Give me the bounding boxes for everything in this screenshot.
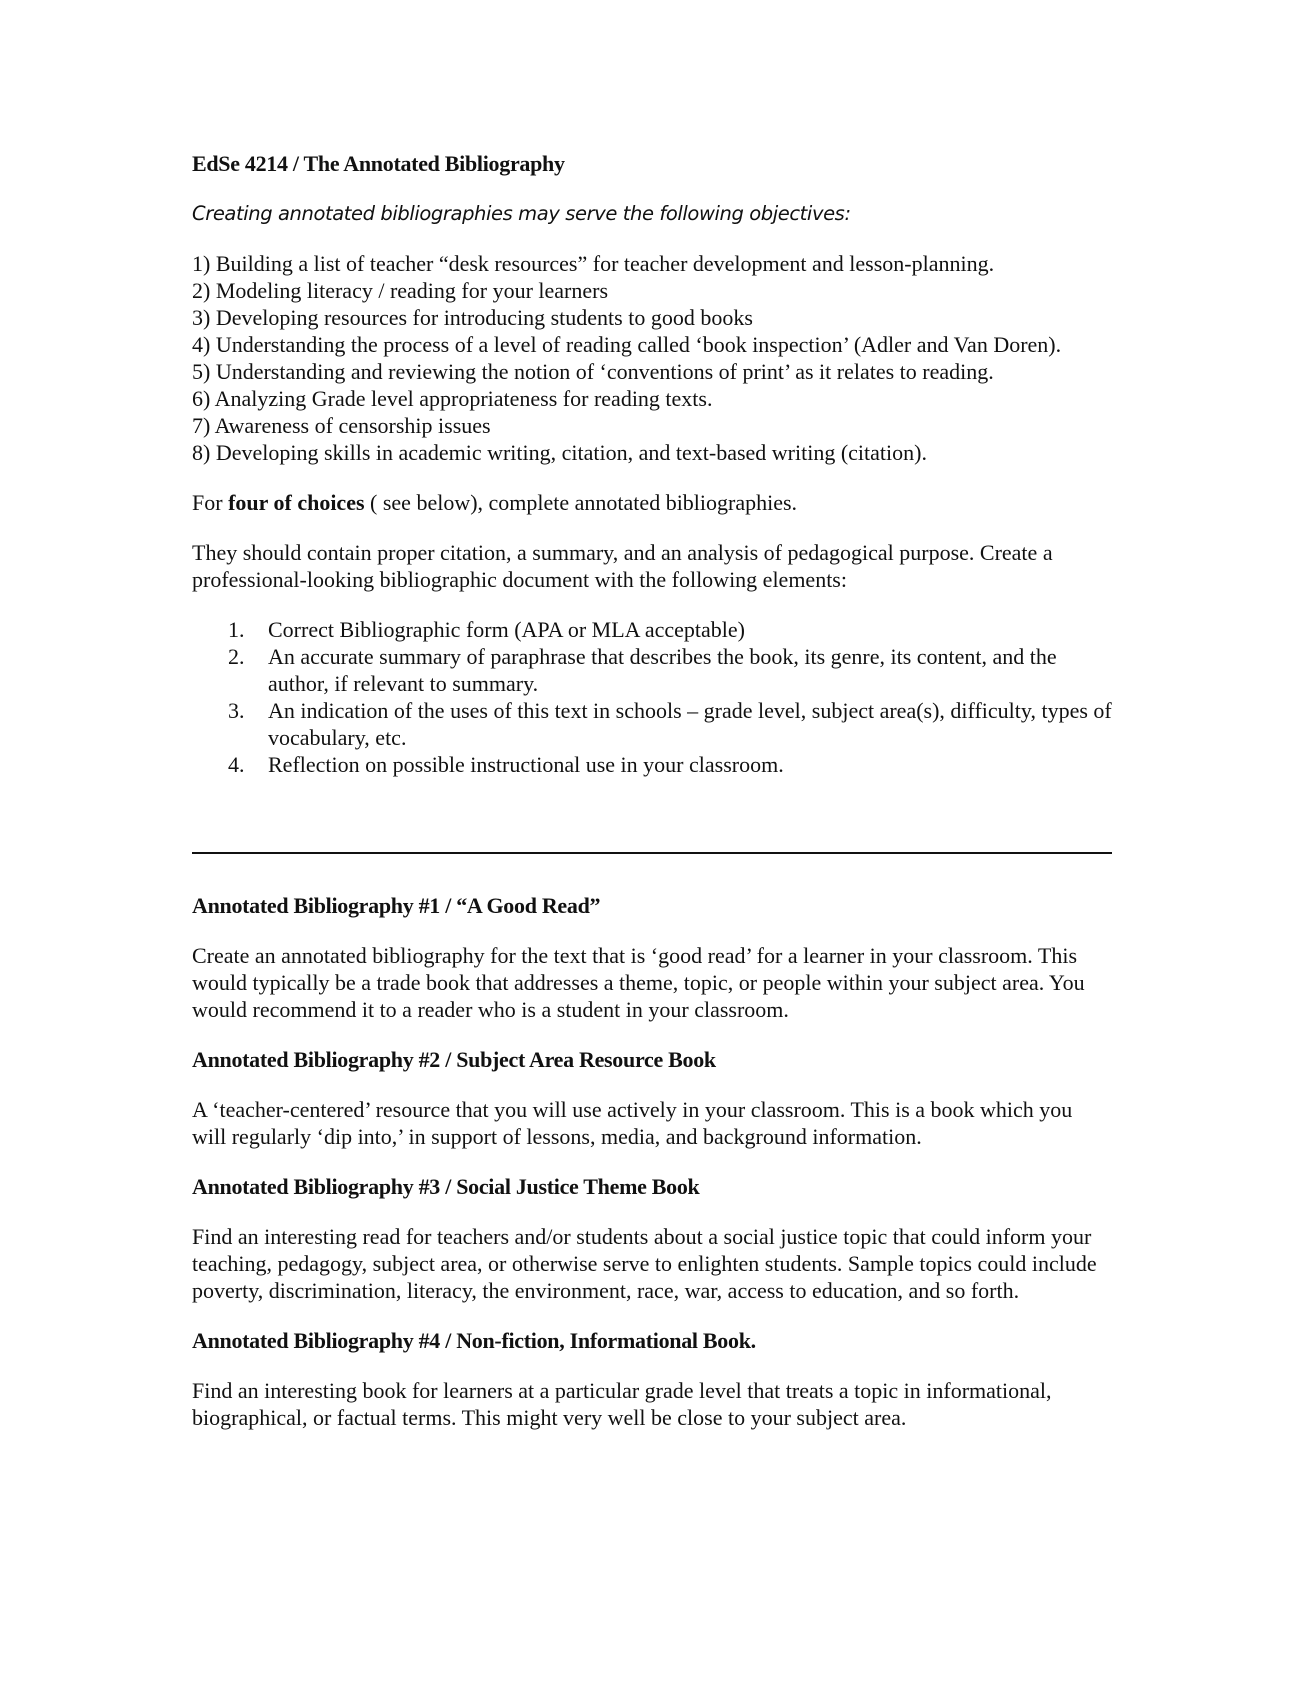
section-non-fiction: [192, 1327, 1112, 1431]
choices-instruction: [192, 489, 1112, 516]
element-text: An indication of the uses of this text in schools – grade level, subject area(s), difficulty, types of vocabulary, etc.: [268, 698, 1112, 750]
element-number: 2.: [228, 644, 245, 669]
objectives-intro: Creating annotated bibliographies may serve the following objectives:: [192, 202, 851, 225]
section-heading: Annotated Bibliography #4 / Non-fiction, Informational Book.: [192, 1328, 756, 1353]
objective-item: 3) Developing resources for introducing students to good books: [192, 305, 753, 330]
objective-item: 4) Understanding the process of a level of reading called ‘book inspection’ (Adler and Van Doren).: [192, 332, 1062, 357]
section-heading: Annotated Bibliography #2 / Subject Area Resource Book: [192, 1047, 716, 1072]
section-body: Find an interesting book for learners at a particular grade level that treats a topic in informational, biographical, or factual terms. This might very well be close to your subject area.: [192, 1378, 1052, 1430]
element-item: [192, 751, 1112, 778]
choices-bold: four of choices: [228, 490, 365, 515]
objective-item: 2) Modeling literacy / reading for your learners: [192, 278, 609, 303]
objective-item: 7) Awareness of censorship issues: [192, 413, 491, 438]
section-divider: [192, 852, 1112, 854]
elements-intro: They should contain proper citation, a summary, and an analysis of pedagogical purpose. Create a professional-looking bibliographic document with the following elements:: [192, 540, 1053, 592]
choices-prefix: For: [192, 490, 229, 515]
element-item: [192, 643, 1112, 697]
document-title: EdSe 4214 / The Annotated Bibliography: [192, 151, 565, 176]
elements-list: [192, 616, 1112, 778]
objective-item: 8) Developing skills in academic writing, citation, and text-based writing (citation).: [192, 440, 927, 465]
section-body: Create an annotated bibliography for the text that is ‘good read’ for a learner in your classroom. This would typically be a trade book that addresses a theme, topic, or people within your subject area. You would recommend it to a reader who is a student in your classroom.: [192, 943, 1085, 1022]
section-body: A ‘teacher-centered’ resource that you will use actively in your classroom. This is a book which you will regularly ‘dip into,’ in support of lessons, media, and background information.: [192, 1097, 1073, 1149]
section-good-read: [192, 892, 1112, 1023]
element-item: [192, 616, 1112, 643]
objective-item: 1) Building a list of teacher “desk resources” for teacher development and lesson-planning.: [192, 251, 995, 276]
objectives-list: [192, 250, 1112, 466]
choices-suffix: ( see below), complete annotated bibliographies.: [364, 490, 798, 515]
element-text: Reflection on possible instructional use in your classroom.: [268, 752, 784, 777]
document-page: [192, 150, 1112, 1454]
section-social-justice: [192, 1173, 1112, 1304]
objective-item: 6) Analyzing Grade level appropriateness for reading texts.: [192, 386, 713, 411]
section-body: Find an interesting read for teachers and/or students about a social justice topic that could inform your teaching, pedagogy, subject area, or otherwise serve to enlighten students. Sample topics could include poverty, discrimination, literacy, the environment, race, war, access to education, and so forth.: [192, 1224, 1097, 1303]
element-number: 1.: [228, 617, 245, 642]
element-text: An accurate summary of paraphrase that describes the book, its genre, its content, and the author, if relevant to summary.: [268, 644, 1057, 696]
section-heading: Annotated Bibliography #1 / “A Good Read”: [192, 893, 601, 918]
element-number: 4.: [228, 752, 245, 777]
element-number: 3.: [228, 698, 245, 723]
section-subject-area-resource: [192, 1046, 1112, 1150]
objective-item: 5) Understanding and reviewing the notion of ‘conventions of print’ as it relates to reading.: [192, 359, 994, 384]
element-text: Correct Bibliographic form (APA or MLA acceptable): [268, 617, 745, 642]
section-heading: Annotated Bibliography #3 / Social Justice Theme Book: [192, 1174, 700, 1199]
element-item: [192, 697, 1112, 751]
